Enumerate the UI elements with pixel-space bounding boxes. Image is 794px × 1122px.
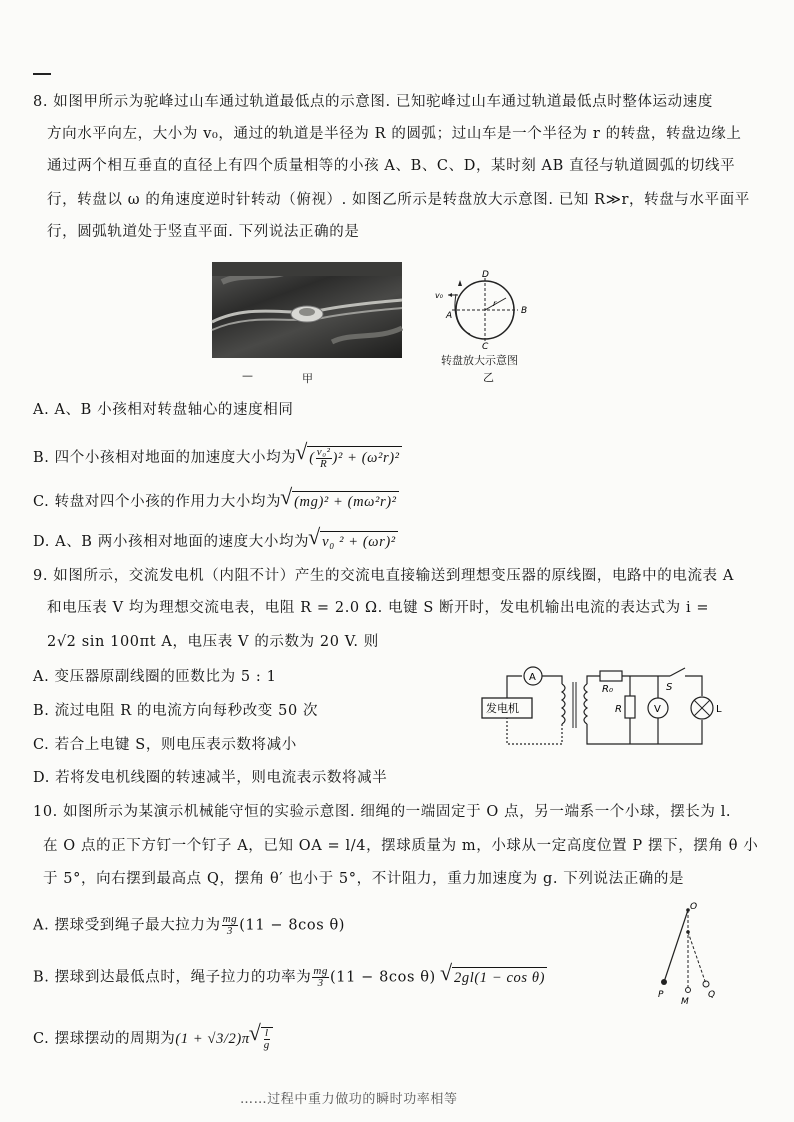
pendulum-diagram [648, 900, 728, 1010]
r0-resistor [600, 671, 622, 681]
figure-yi-label: 乙 [483, 371, 494, 384]
point-a-label: A [446, 311, 453, 321]
o-label: O [690, 902, 698, 912]
q10-stem-line-3: 于 5°，向右摆到最高点 Q，摆角 θ′ 也小于 5°，不计阻力，重力加速度为 g. 下列说法正确的是 [43, 871, 685, 887]
point-d-label: D [482, 270, 489, 280]
q10-c-fraction [264, 1028, 270, 1051]
q10-a-num: mg [222, 913, 238, 925]
q9-stem-line-2: 和电压表 V 均为理想交流电表，电阻 R = 2.0 Ω. 电键 S 断开时，发电机输出电流的表达式为 i = [47, 600, 710, 616]
r0-label: R₀ [602, 684, 613, 695]
q8-b-tail: )² + (ω²r)² [332, 449, 400, 466]
p-label: P [658, 990, 664, 1000]
lamp-label: L [716, 704, 722, 715]
v0-label: v₀ [435, 291, 443, 300]
ammeter-label: A [529, 672, 536, 683]
q8-option-b-sqrt [297, 446, 401, 470]
q8-stem-line-4: 行，转盘以 ω 的角速度逆时针转动（俯视）. 如图乙所示是转盘放大示意图. 已知 R≫r，转盘与水平面平 [47, 192, 750, 208]
q10-b-prefix: B. 摆球到达最低点时，绳子拉力的功率为 [33, 969, 312, 986]
q10-stem-line-2: 在 O 点的正下方钉一个钉子 A，已知 OA = l/4，摆球质量为 m，小球从一定高度位置 P 摆下，摆角 θ 小 [43, 838, 759, 854]
q8-option-d-prefix: D. A、B 两小孩相对地面的速度大小均为 [33, 534, 310, 550]
q9-stem-line-3: 2√2 sin 100πt A，电压表 V 的示数为 20 V. 则 [47, 634, 379, 650]
q8-b-frac-num: v₀² [316, 446, 331, 458]
q-label: Q [708, 990, 716, 1000]
turntable-diagram [430, 268, 540, 352]
secondary-coil [584, 684, 587, 724]
string-to-q [688, 932, 706, 984]
q10-c-den: g [263, 1039, 270, 1051]
q8-option-c-sqrt [282, 491, 398, 512]
q10-a-tail: (11 − 8cos θ) [239, 917, 346, 934]
turntable-caption: 转盘放大示意图 [441, 354, 518, 367]
resistor-r-label: R [615, 704, 622, 715]
figure-dash: — [242, 369, 253, 382]
primary-coil [562, 684, 565, 724]
q10-c-paren: (1 + √3/2) [175, 1030, 242, 1047]
switch-label: S [666, 682, 673, 693]
point-b-label: B [521, 306, 528, 316]
point-c-label: C [482, 342, 489, 352]
q8-option-b [33, 446, 402, 470]
q8-stem-line-1: 8. 如图甲所示为驼峰过山车通过轨道最低点的示意图. 已知驼峰过山车通过轨道最低点时整体运动速度 [33, 94, 713, 110]
q9-option-d: D. 若将发电机线圈的转速减半，则电流表示数将减半 [33, 770, 388, 786]
radius-label: r [493, 299, 497, 308]
q10-c-prefix: C. 摆球摆动的周期为 [33, 1030, 176, 1047]
q10-b-radicand: 2gl(1 − cos θ) [452, 967, 547, 988]
q10-option-a [33, 914, 345, 937]
figure-jia-label: 甲 [302, 372, 313, 385]
q8-b-frac-den: R [319, 458, 328, 470]
m-label: M [681, 997, 689, 1007]
q9-option-a: A. 变压器原副线圈的匝数比为 5 : 1 [33, 669, 277, 685]
generator-label: 发电机 [486, 702, 519, 715]
q8-stem-line-3: 通过两个相互垂直的直径上有四个质量相等的小孩 A、B、C、D，某时刻 AB 直径与轨道圆弧的切线平 [47, 158, 736, 174]
voltmeter-label: V [654, 704, 661, 715]
q10-option-c [33, 1027, 273, 1051]
resistor-r [625, 696, 635, 718]
q8-c-radicand: (mg)² + (mω²r)² [292, 491, 398, 512]
switch-s [670, 668, 685, 676]
q10-b-fraction [312, 966, 329, 989]
q10-option-b [33, 966, 547, 989]
q10-c-sqrt [251, 1027, 273, 1051]
q8-option-d-sqrt [310, 531, 398, 552]
nail-a [686, 930, 690, 934]
q8-option-d [33, 531, 398, 552]
string-to-p [664, 910, 688, 982]
q10-a-den: 3 [226, 925, 233, 937]
q8-b-fraction [316, 447, 332, 470]
q9-option-b: B. 流过电阻 R 的电流方向每秒改变 50 次 [33, 703, 319, 719]
ball-p [661, 979, 667, 985]
q10-b-sqrt [442, 967, 547, 988]
roller-coaster-photo [212, 262, 402, 358]
q8-option-a: A. A、B 小孩相对转盘轴心的速度相同 [33, 402, 294, 418]
q10-b-den: 3 [317, 977, 324, 989]
q8-stem-line-2: 方向水平向左，大小为 v₀，通过的轨道是半径为 R 的圆弧；过山车是一个半径为 r 的转盘，转盘边缘上 [47, 126, 742, 142]
q9-option-c: C. 若合上电键 S，则电压表示数将减小 [33, 737, 297, 753]
q10-c-pi: π [241, 1030, 250, 1047]
q8-option-c [33, 491, 399, 512]
q10-a-prefix: A. 摆球受到绳子最大拉力为 [33, 917, 221, 934]
q8-stem-line-5: 行，圆弧轨道处于竖直平面. 下列说法正确的是 [47, 224, 360, 240]
q10-c-num: √ l [264, 1027, 269, 1039]
q8-option-b-prefix: B. 四个小孩相对地面的加速度大小均为 [33, 449, 297, 466]
q8-d-radicand: v₀ ² + (ωr)² [320, 531, 398, 552]
q10-stem-line-1: 10. 如图所示为某演示机械能守恒的实验示意图. 细绳的一端固定于 O 点，另一端系一个小球，摆长为 l. [33, 804, 732, 820]
q10-b-mid: (11 − 8cos θ) [330, 969, 436, 986]
q10-b-num: mg [313, 965, 329, 977]
q10-a-fraction [222, 914, 239, 937]
q8-option-c-prefix: C. 转盘对四个小孩的作用力大小均为 [33, 494, 282, 510]
q10-cut-off-line: ……过程中重力做功的瞬时功率相等 [240, 1092, 458, 1107]
page-mark [33, 73, 51, 75]
q8-b-paren: ( [309, 449, 315, 466]
q9-stem-line-1: 9. 如图所示，交流发电机（内阻不计）产生的交流电直接输送到理想变压器的原线圈，电路中的电流表 A [33, 568, 734, 584]
transformer-circuit [480, 660, 720, 750]
